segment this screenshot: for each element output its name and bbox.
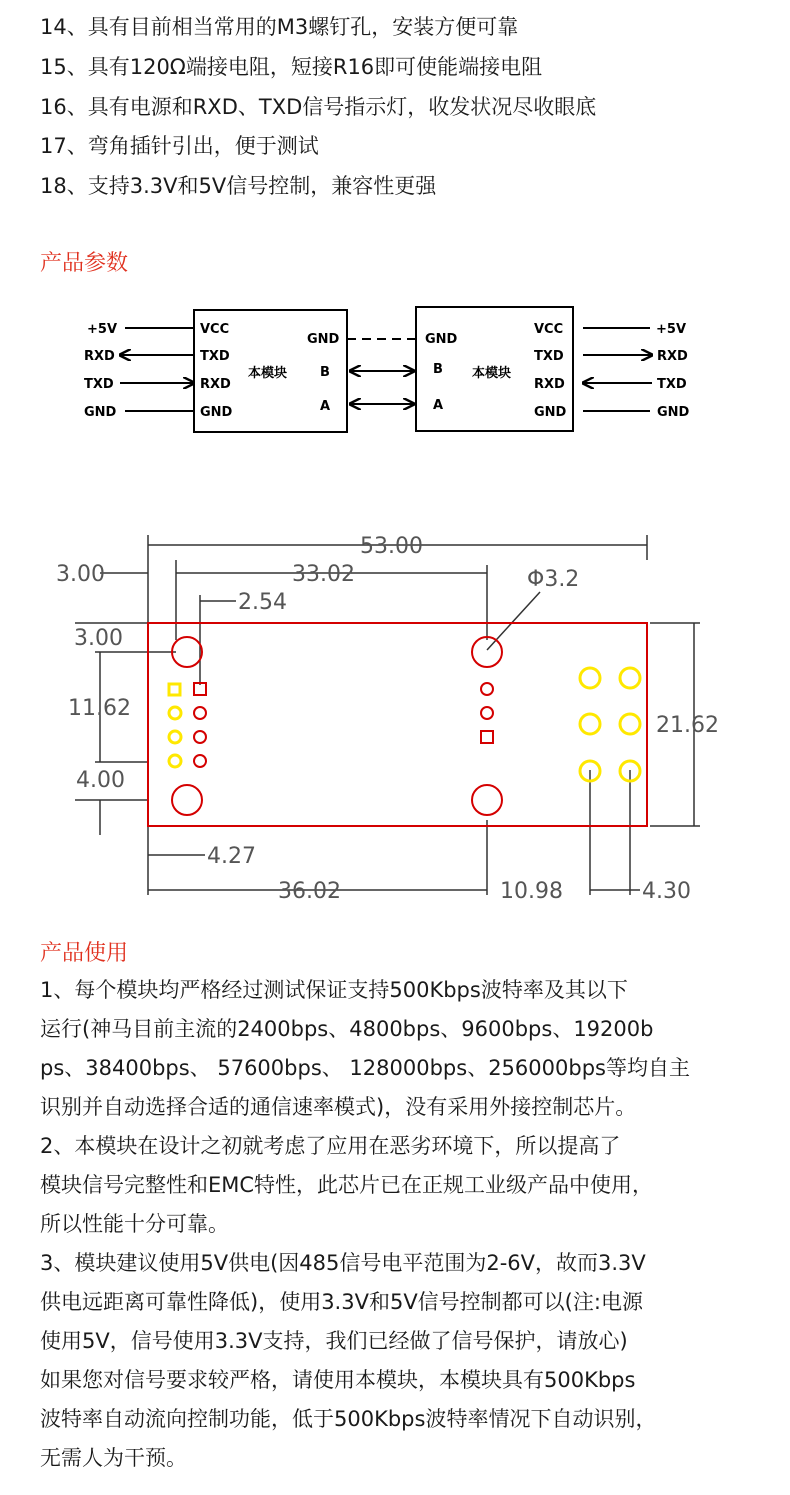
dim-top-offset: 3.00 <box>74 626 123 651</box>
usage-line: 波特率自动流向控制功能，低于500Kbps波特率情况下自动识别， <box>40 1407 657 1431</box>
mount-hole-bl <box>172 785 202 815</box>
usage-line: 识别并自动选择合适的通信速率模式)，没有采用外接控制芯片。 <box>40 1095 637 1119</box>
dim-hole-diameter: Φ3.2 <box>527 567 580 592</box>
right-module-label: 本模块 <box>472 366 512 381</box>
left-pin-txd: TXD <box>200 349 230 364</box>
dim-bottom-offset: 4.00 <box>76 768 125 793</box>
usage-line: 供电远距离可靠性降低)，使用3.3V和5V信号控制都可以(注:电源 <box>40 1290 643 1314</box>
feature-18: 18、支持3.3V和5V信号控制，兼容性更强 <box>40 174 437 198</box>
dim-total-length: 53.00 <box>360 534 423 559</box>
feature-15: 15、具有120Ω端接电阻，短接R16即可使能端接电阻 <box>40 55 543 79</box>
right-ext-txd: TXD <box>657 377 687 392</box>
dim-bottom-mid: 10.98 <box>500 879 563 904</box>
params-heading: 产品参数 <box>40 251 129 276</box>
left-bus-gnd: GND <box>307 332 340 347</box>
dim-pin-pitch: 2.54 <box>238 590 287 615</box>
left-pin-rxd: RXD <box>200 377 231 392</box>
right-pin-gnd: GND <box>534 405 567 420</box>
right-ext-5v: +5V <box>656 322 686 337</box>
feature-14: 14、具有目前相当常用的M3螺钉孔，安装方便可靠 <box>40 15 519 39</box>
left-ext-gnd: GND <box>84 405 117 420</box>
right-pin-vcc: VCC <box>534 322 564 337</box>
right-pin-rxd: RXD <box>534 377 565 392</box>
dimension-drawing <box>0 525 790 925</box>
mount-hole-tr <box>472 637 502 667</box>
dim-hole-span: 33.02 <box>292 562 355 587</box>
usage-line: 无需人为干预。 <box>40 1446 187 1470</box>
feature-16: 16、具有电源和RXD、TXD信号指示灯，收发状况尽收眼底 <box>40 95 597 119</box>
left-bus-b: B <box>320 365 330 380</box>
left-ext-5v: +5V <box>87 322 117 337</box>
right-ext-rxd: RXD <box>657 349 688 364</box>
mount-hole-br <box>472 785 502 815</box>
pin-square-mid <box>481 731 493 743</box>
usage-line: ps、38400bps、 57600bps、 128000bps、256000bps等均自主 <box>40 1056 690 1080</box>
dim-pin-offset: 4.27 <box>207 844 256 869</box>
left-pin-vcc: VCC <box>200 322 230 337</box>
left-pin-gnd: GND <box>200 405 233 420</box>
board-outline <box>148 623 647 826</box>
usage-line: 所以性能十分可靠。 <box>40 1212 229 1236</box>
dim-bottom-left: 36.02 <box>278 879 341 904</box>
feature-17: 17、弯角插针引出，便于测试 <box>40 134 319 158</box>
right-bus-a: A <box>433 398 444 413</box>
left-module-label: 本模块 <box>248 366 288 381</box>
wiring-diagram <box>0 300 790 460</box>
usage-line: 使用5V，信号使用3.3V支持，我们已经做了信号保护，请放心) <box>40 1329 628 1353</box>
dim-pad-pitch: 4.30 <box>642 879 691 904</box>
right-bus-gnd: GND <box>425 332 458 347</box>
dim-left-offset: 3.00 <box>56 562 105 587</box>
usage-line: 运行(神马目前主流的2400bps、4800bps、9600bps、19200b <box>40 1017 654 1041</box>
usage-heading: 产品使用 <box>40 941 129 966</box>
right-pin-txd: TXD <box>534 349 564 364</box>
dim-hole-vertical: 11.62 <box>68 696 131 721</box>
left-ext-txd: TXD <box>84 377 114 392</box>
usage-line: 如果您对信号要求较严格，请使用本模块，本模块具有500Kbps <box>40 1368 636 1392</box>
mount-hole-tl <box>172 637 202 667</box>
usage-line: 1、每个模块均严格经过测试保证支持500Kbps波特率及其以下 <box>40 978 628 1002</box>
usage-line: 2、本模块在设计之初就考虑了应用在恶劣环境下，所以提高了 <box>40 1134 621 1158</box>
right-ext-gnd: GND <box>657 405 690 420</box>
right-bus-b: B <box>433 362 443 377</box>
usage-text <box>40 971 770 1478</box>
left-bus-a: A <box>320 399 331 414</box>
usage-line: 3、模块建议使用5V供电(因485信号电平范围为2-6V，故而3.3V <box>40 1251 646 1275</box>
usage-line: 模块信号完整性和EMC特性，此芯片已在正规工业级产品中使用， <box>40 1173 654 1197</box>
dim-width: 21.62 <box>656 713 719 738</box>
left-ext-rxd: RXD <box>84 349 115 364</box>
